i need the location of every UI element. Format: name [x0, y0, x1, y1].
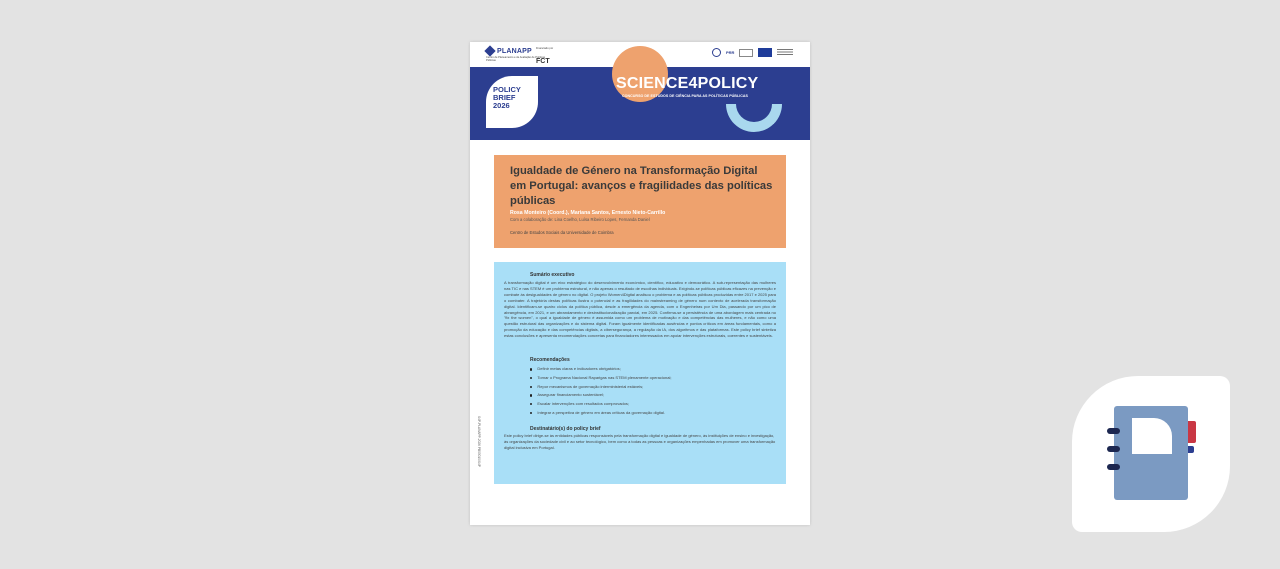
- list-item: [530, 383, 776, 392]
- fct-name: FCT: [536, 58, 550, 65]
- binder-ring-icon: [1107, 428, 1120, 434]
- recommendation-text: Tornar o Programa Nacional Raparigas nas STEM plenamente operacional;: [537, 374, 672, 380]
- recommendations-heading: Recomendações: [530, 357, 570, 364]
- audience-text: Este policy brief dirige-se às entidades públicas responsáveis pela transformação digital e igualdade de género, às instituições de ensino e investigação, às organizações da sociedade civil e ao setor tecnológico, bem como a todas as pessoas e organizações empenhadas em promover uma transformação digital inclusiva em Portugal.: [504, 433, 776, 451]
- bullet-icon: [530, 403, 532, 405]
- list-item: [530, 365, 776, 374]
- prr-logo: PRR: [726, 50, 735, 55]
- planapp-name: PLANAPP: [497, 47, 532, 55]
- document-title: Igualdade de Género na Transformação Digital em Portugal: avanços e fragilidades das políticas públicas: [510, 165, 773, 207]
- bullet-icon: [530, 377, 532, 379]
- list-item: [530, 409, 776, 418]
- side-code: S4P-PLANAPP-2026 PB00010/S4P: [477, 416, 481, 467]
- notebook-page-icon: [1132, 418, 1172, 454]
- summary-heading: Sumário executivo: [530, 272, 575, 278]
- list-item: [530, 374, 776, 383]
- collaborators: Com a colaboração de: Lina Coelho, Luísa Ribeiro Lopes, Fernanda Daniel: [510, 216, 650, 222]
- authors: Rosa Monteiro (Coord.), Mariana Santos, Ernesto Nieto-Carrillo: [510, 209, 666, 216]
- republic-logo-icon: [739, 49, 753, 57]
- planapp-logo: [486, 47, 532, 55]
- audience-heading: Destinatário(s) do policy brief: [530, 426, 601, 433]
- fct-logo: [536, 47, 553, 68]
- bullet-icon: [530, 368, 532, 370]
- brief-tag-line: BRIEF: [493, 92, 516, 102]
- program-subtitle: CONCURSO DE ESTUDOS DE CIÊNCIA PARA AS POLÍTICAS PÚBLICAS: [622, 94, 748, 98]
- policy-brief-tag: [486, 76, 538, 128]
- bullet-icon: [530, 412, 532, 414]
- prr-circle-icon: [712, 48, 721, 57]
- title-block: [494, 155, 786, 248]
- funding-text-icon: [777, 49, 793, 56]
- planapp-mark-icon: [484, 45, 495, 56]
- binder-ring-icon: [1107, 446, 1120, 452]
- brief-tag-line: POLICY: [493, 85, 521, 94]
- summary-block: [494, 262, 786, 484]
- eu-flag-icon: [758, 48, 772, 57]
- recommendations-list: [530, 365, 776, 417]
- bookmark-tab-icon: [1188, 421, 1196, 443]
- recommendation-text: Integrar a perspetiva de género em áreas críticas da governação digital.: [537, 409, 666, 415]
- bookmark-tab-icon: [1188, 446, 1194, 453]
- program-title: SCIENCE4POLICY: [616, 75, 759, 92]
- recommendation-text: Escalar intervenções com resultados comprovados;: [537, 400, 629, 406]
- summary-text: A transformação digital é um eixo estratégico do desenvolvimento económico, científico, educativo e democrático. A sub-representação das mulheres nas TIC e nas STEM é um problema estrutural, e não apenas o resultado de escolhas individuais. Exigindo-se políticas públicas eficazes na prevenção e combate às desigualdades de género no digital. O projeto Women4Digital analisou o problema e as políticas públicas produzidas entre 2017 e 2025 para o combater. A trajetória destas políticas ilustra o potencial e as fragilidades do mainstreaming de género num contexto de acelerada transformação digital. Identificam-se quatro ciclos da política pública, desde a emergência da agenda, com o Engenheiras por Um Dia, passando por um pico de abrangência, em 2021, e um abrandamento e desinstitucionalização parcial, em 2025. Confirma-se a persistência de uma abordagem mais centrada no "fix the women", o qual a igualdade de género é assumida como um problema de motivação e das competências das mulheres, e não como uma questão estrutural das organizações e do sistema digital. Foram igualmente identificadas ausências e pontos críticos em áreas fundamentais, como a promoção da educação e das competências digitais, a cibersegurança, a regulação da IA, dos algoritmos e das plataformas. Este policy brief sintetiza estas conclusões e apresenta recomendações concretas para financiadores interessados em apoiar intervenções estruturais, coerentes e sustentáveis.: [504, 280, 776, 339]
- brief-tag-line: 2026: [493, 100, 510, 110]
- research-center: Centro de Estudos Sociais da Universidade de Coimbra: [510, 229, 614, 235]
- bullet-icon: [530, 386, 532, 388]
- binder-ring-icon: [1107, 464, 1120, 470]
- bullet-icon: [530, 394, 532, 396]
- fct-caption: Financiado por: [536, 47, 554, 50]
- list-item: [530, 391, 776, 400]
- recommendation-text: Assegurar financiamento sustentável;: [537, 392, 605, 398]
- partner-logos: [712, 48, 793, 57]
- planapp-subtitle: Centro de Planeamento e de Avaliação de Políticas Públicas: [486, 56, 546, 63]
- recommendation-text: Repor mecanismos de governação interministerial estáveis;: [537, 383, 644, 389]
- list-item: [530, 400, 776, 409]
- policy-brief-document: [470, 42, 810, 525]
- recommendation-text: Definir metas claras e indicadores obrigatórios;: [537, 366, 621, 372]
- header-band: [470, 42, 810, 140]
